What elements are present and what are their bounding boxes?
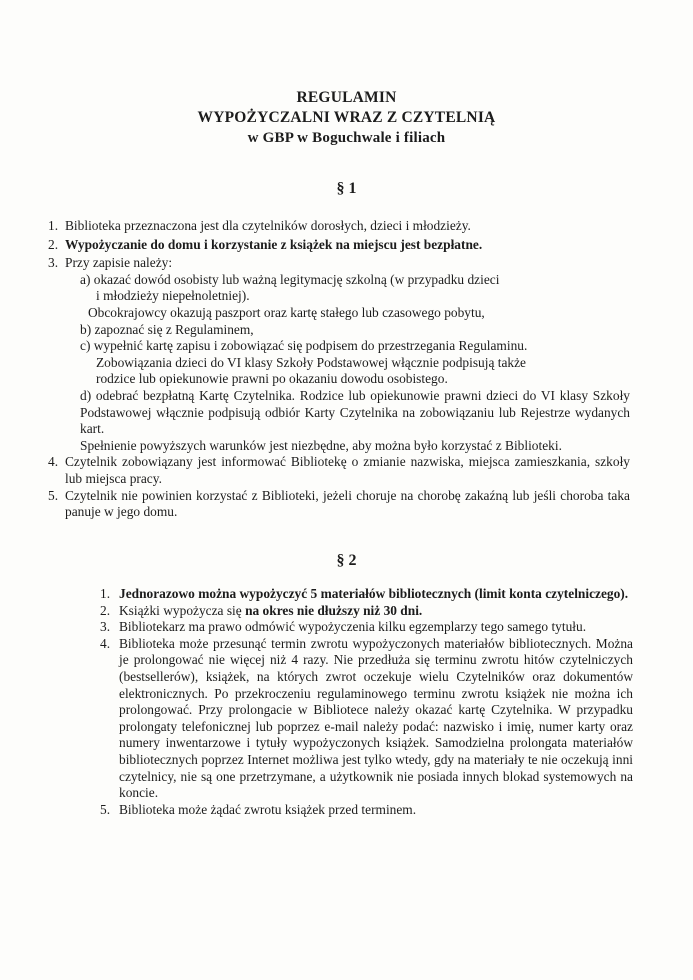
item-text-bold: na okres nie dłuższy niż 30 dni. [245, 602, 423, 618]
item-number: 4. [48, 454, 59, 470]
item-text: Biblioteka może żądać zwrotu książek przed terminem. [119, 801, 417, 817]
item-text: Czytelnik nie powinien korzystać z Biblioteki, jeżeli choruje na chorobę zakaźną lub jeśli choroba taka panuje w jego domu. [65, 487, 630, 520]
item-text: Przy zapisie należy: [65, 255, 173, 271]
list-item [50, 488, 630, 521]
item-text: Bibliotekarz ma prawo odmówić wypożyczenia kilku egzemplarzy tego samego tytułu. [119, 619, 587, 635]
sub-item-d: d) odebrać bezpłatną Kartę Czytelnika. Rodzice lub opiekunowie prawni dzieci do VI klasy Szkoły Podstawowej włącznie podpisują odbiór Karty Czytelnika na zobowiązaniu lub Rejestrze wydanych kart. [80, 387, 630, 437]
section-1-closing: Spełnienie powyższych warunków jest niezbędne, aby można było korzystać z Biblioteki. [80, 437, 562, 453]
sub-item-b: b) zapoznać się z Regulaminem, [80, 321, 254, 337]
item-number: 3. [48, 255, 59, 271]
list-item [100, 636, 633, 802]
item-number: 2. [100, 602, 111, 618]
sub-item-c: c) wypełnić kartę zapisu i zobowiązać się podpisem do przestrzegania Regulaminu. [80, 338, 528, 354]
section-2-list [100, 586, 633, 818]
sub-item-a-cont: i młodzieży niepełnoletniej). [96, 288, 250, 304]
sub-item-a-note: Obcokrajowcy okazują paszport oraz kartę stałego lub czasowego pobytu, [88, 304, 485, 320]
item-text: Biblioteka może przesunąć termin zwrotu wypożyczonych materiałów bibliotecznych. Można je prolongować nie więcej niż 4 razy. Nie przedłuża się terminu zwrotu hitów czytelniczych (bestsellerów), książek, na których zwrot oczekuje wielu Czytelników oraz dokumentów elektronicznych. Po przekroczeniu regulaminowego terminu zwrotu książek nie można ich prolongować. Przy prolongacie w Bibliotece należy okazać kartę Czytelnika. W przypadku prolongaty telefonicznej lub poprzez e-mail należy podać: nazwisko i imię, numer karty oraz numery inwentarzowe i tytuły wypożyczonych książek. Samodzielna prolongata materiałów bibliotecznych poprzez Internet możliwa jest tylko wtedy, gdy na materiały te nie oczekują inni czytelnicy, nie są one przetrzymane, a użytkownik nie posiada innych blokad systemowych na koncie. [119, 635, 633, 801]
item-number: 1. [100, 586, 111, 601]
item-number: 1. [48, 218, 59, 233]
section-1-mark: § 1 [336, 180, 357, 197]
title-regulamin: REGULAMIN [296, 89, 397, 106]
item-number: 5. [48, 487, 59, 503]
item-text: Wypożyczanie do domu i korzystanie z książek na miejscu jest bezpłatne. [65, 236, 483, 252]
list-item [100, 586, 633, 603]
document-header [0, 88, 693, 148]
section-1-list [50, 218, 630, 521]
item-number: 5. [100, 801, 111, 817]
list-item [100, 603, 633, 620]
list-item [50, 237, 630, 254]
title-location: w GBP w Boguchwale i filiach [247, 130, 446, 146]
item-text: Czytelnik zobowiązany jest informować Bibliotekę o zmianie nazwiska, miejsca zamieszkania, szkoły lub miejsca pracy. [65, 454, 630, 486]
list-item [50, 255, 630, 272]
list-item [100, 619, 633, 636]
sub-item-a: a) okazać dowód osobisty lub ważną legitymację szkolną (w przypadku dzieci [80, 271, 500, 287]
item-number: 2. [48, 236, 59, 252]
title-wypozyczalni: WYPOŻYCZALNI WRAZ Z CZYTELNIĄ [197, 109, 496, 126]
sub-item-c-cont2: rodzice lub opiekunowie prawni po okazaniu dowodu osobistego. [96, 371, 448, 387]
list-item [50, 454, 630, 487]
item-number: 4. [100, 635, 111, 651]
item-text: Biblioteka przeznaczona jest dla czytelników dorosłych, dzieci i młodzieży. [65, 218, 471, 233]
item-text: Książki wypożycza się [119, 602, 246, 618]
list-item [50, 218, 630, 235]
list-item [100, 802, 633, 819]
item-number: 3. [100, 619, 111, 635]
item-text: Jednorazowo można wypożyczyć 5 materiałów bibliotecznych (limit konta czytelniczego). [119, 586, 629, 601]
sub-item-c-cont: Zobowiązania dzieci do VI klasy Szkoły Podstawowej włącznie podpisują także [96, 354, 526, 370]
section-2-mark: § 2 [336, 552, 357, 569]
